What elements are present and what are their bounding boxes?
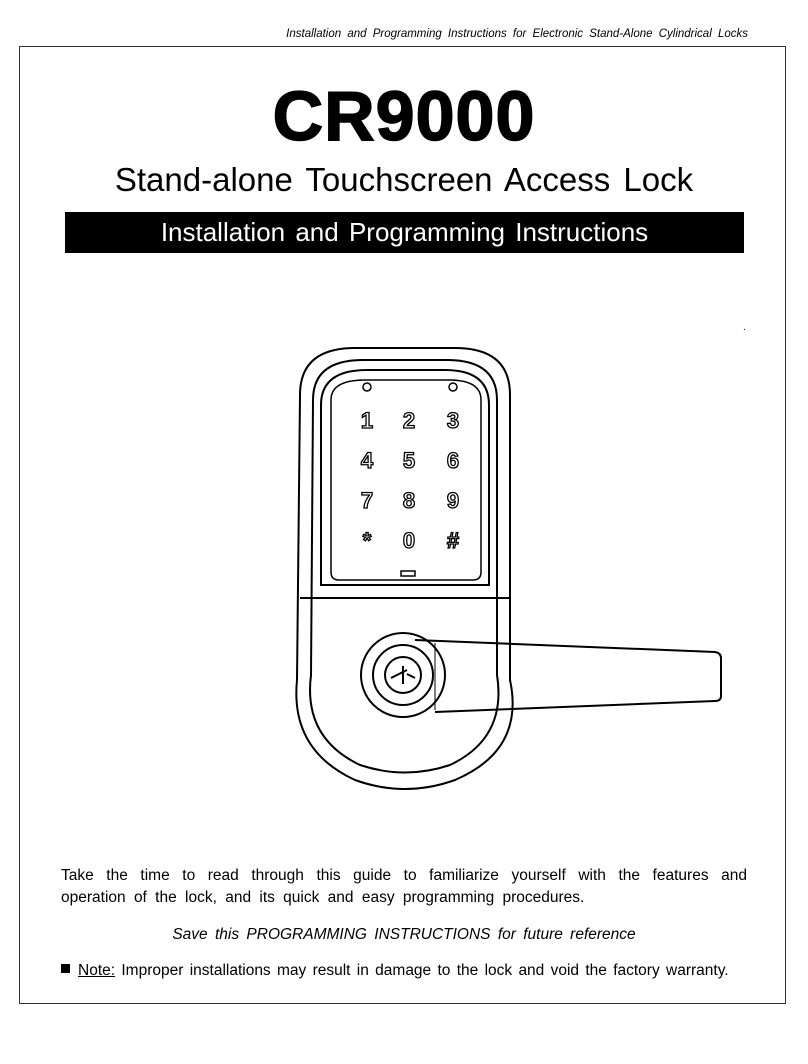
keypad-key: 4 <box>360 448 374 473</box>
stray-dot: . <box>743 322 746 333</box>
keypad-key: 7 <box>360 488 374 513</box>
model-title: CR9000 <box>272 77 536 155</box>
note-text: Improper installations may result in damage to the lock and void the factory warranty. <box>115 962 729 979</box>
keyway-icon <box>391 666 415 684</box>
product-subtitle: Stand-alone Touchscreen Access Lock <box>114 161 694 198</box>
save-notice: Save this PROGRAMMING INSTRUCTIONS for future reference <box>172 926 636 943</box>
running-header: Installation and Programming Instructions for Electronic Stand-Alone Cylindrical Locks <box>286 28 748 40</box>
keypad-key: 0 <box>402 528 416 553</box>
keypad-key: 1 <box>360 408 374 433</box>
keypad-key: 5 <box>402 448 416 473</box>
keypad-key: 8 <box>402 488 416 513</box>
warranty-note <box>61 962 729 980</box>
lock-illustration <box>285 340 730 802</box>
bullet-square-icon <box>61 964 70 973</box>
keypad-key: 3 <box>446 408 460 433</box>
keypad-key: 9 <box>446 488 460 513</box>
indicator-led-left <box>363 383 371 391</box>
keypad-key: # <box>446 528 460 553</box>
battery-icon <box>401 571 415 576</box>
keypad-key: 6 <box>446 448 460 473</box>
instructions-banner: Installation and Programming Instructions <box>65 212 744 253</box>
keypad-key: * <box>362 528 372 553</box>
indicator-led-right <box>449 383 457 391</box>
intro-paragraph: Take the time to read through this guide to familiarize yourself with the features and operation of the lock, and its quick and easy programming procedures. <box>61 867 747 906</box>
lever-handle <box>415 640 721 712</box>
keypad-key: 2 <box>402 408 416 433</box>
note-label: Note: <box>78 962 116 979</box>
